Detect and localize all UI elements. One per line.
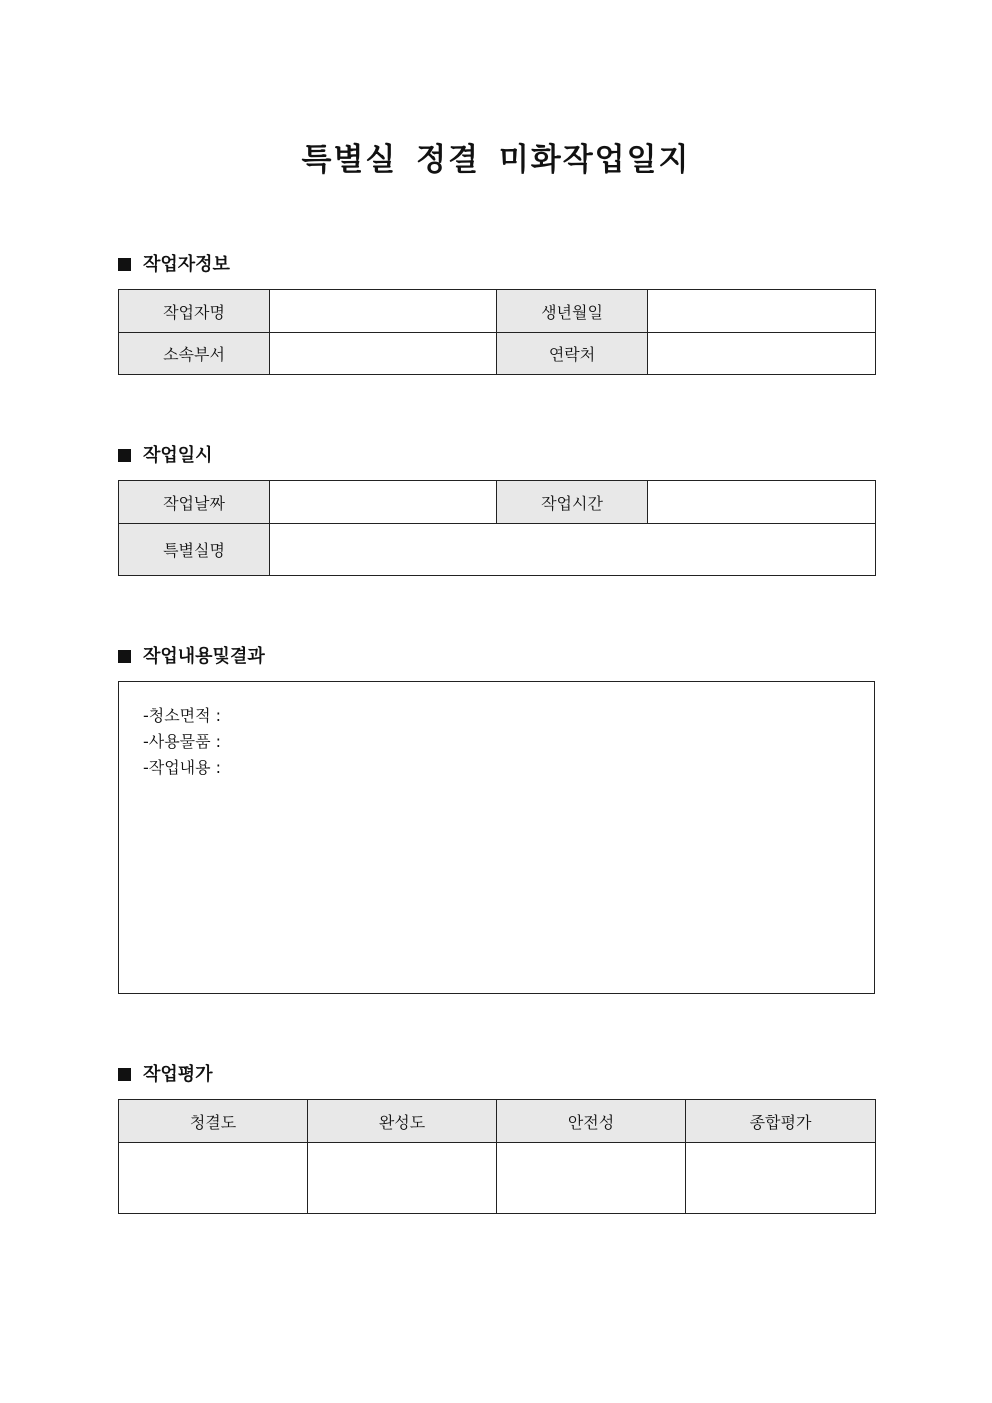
contact-field[interactable] — [648, 333, 876, 375]
section-heading-work-datetime — [118, 444, 213, 468]
square-bullet-icon — [118, 1068, 131, 1081]
completeness-field[interactable] — [308, 1143, 497, 1214]
cleanliness-field[interactable] — [119, 1143, 308, 1214]
work-date-label: 작업날짜 — [119, 481, 270, 524]
room-name-label: 특별실명 — [119, 524, 270, 576]
work-content-box[interactable] — [118, 681, 875, 994]
section-heading-label: 작업내용및결과 — [143, 646, 265, 667]
contact-label: 연락처 — [497, 333, 648, 375]
safety-field[interactable] — [497, 1143, 686, 1214]
cleanliness-header: 청결도 — [119, 1100, 308, 1143]
work-details-line: -작업내용 : — [143, 758, 222, 777]
section-heading-label: 작업평가 — [143, 1064, 213, 1085]
page-title: 특별실 정결 미화작업일지 — [301, 142, 691, 178]
section-heading-evaluation — [118, 1063, 213, 1087]
section-heading-label: 작업자정보 — [143, 254, 230, 275]
work-time-label: 작업시간 — [497, 481, 648, 524]
department-label: 소속부서 — [119, 333, 270, 375]
work-time-field[interactable] — [648, 481, 876, 524]
safety-header: 안전성 — [497, 1100, 686, 1143]
supplies-used-line: -사용물품 : — [143, 732, 222, 751]
evaluation-table — [118, 1099, 876, 1214]
section-heading-worker-info — [118, 253, 230, 277]
worker-info-table — [118, 289, 876, 375]
cleaning-area-line: -청소면적 : — [143, 706, 222, 725]
work-datetime-table — [118, 480, 876, 576]
overall-rating-field[interactable] — [686, 1143, 876, 1214]
completeness-header: 완성도 — [308, 1100, 497, 1143]
birth-date-field[interactable] — [648, 290, 876, 333]
section-heading-label: 작업일시 — [143, 445, 213, 466]
worker-name-field[interactable] — [270, 290, 497, 333]
square-bullet-icon — [118, 650, 131, 663]
birth-date-label: 생년월일 — [497, 290, 648, 333]
square-bullet-icon — [118, 449, 131, 462]
work-date-field[interactable] — [270, 481, 497, 524]
department-field[interactable] — [270, 333, 497, 375]
section-heading-work-content — [118, 645, 265, 669]
overall-rating-header: 종합평가 — [686, 1100, 876, 1143]
worker-name-label: 작업자명 — [119, 290, 270, 333]
room-name-field[interactable] — [270, 524, 876, 576]
square-bullet-icon — [118, 258, 131, 271]
